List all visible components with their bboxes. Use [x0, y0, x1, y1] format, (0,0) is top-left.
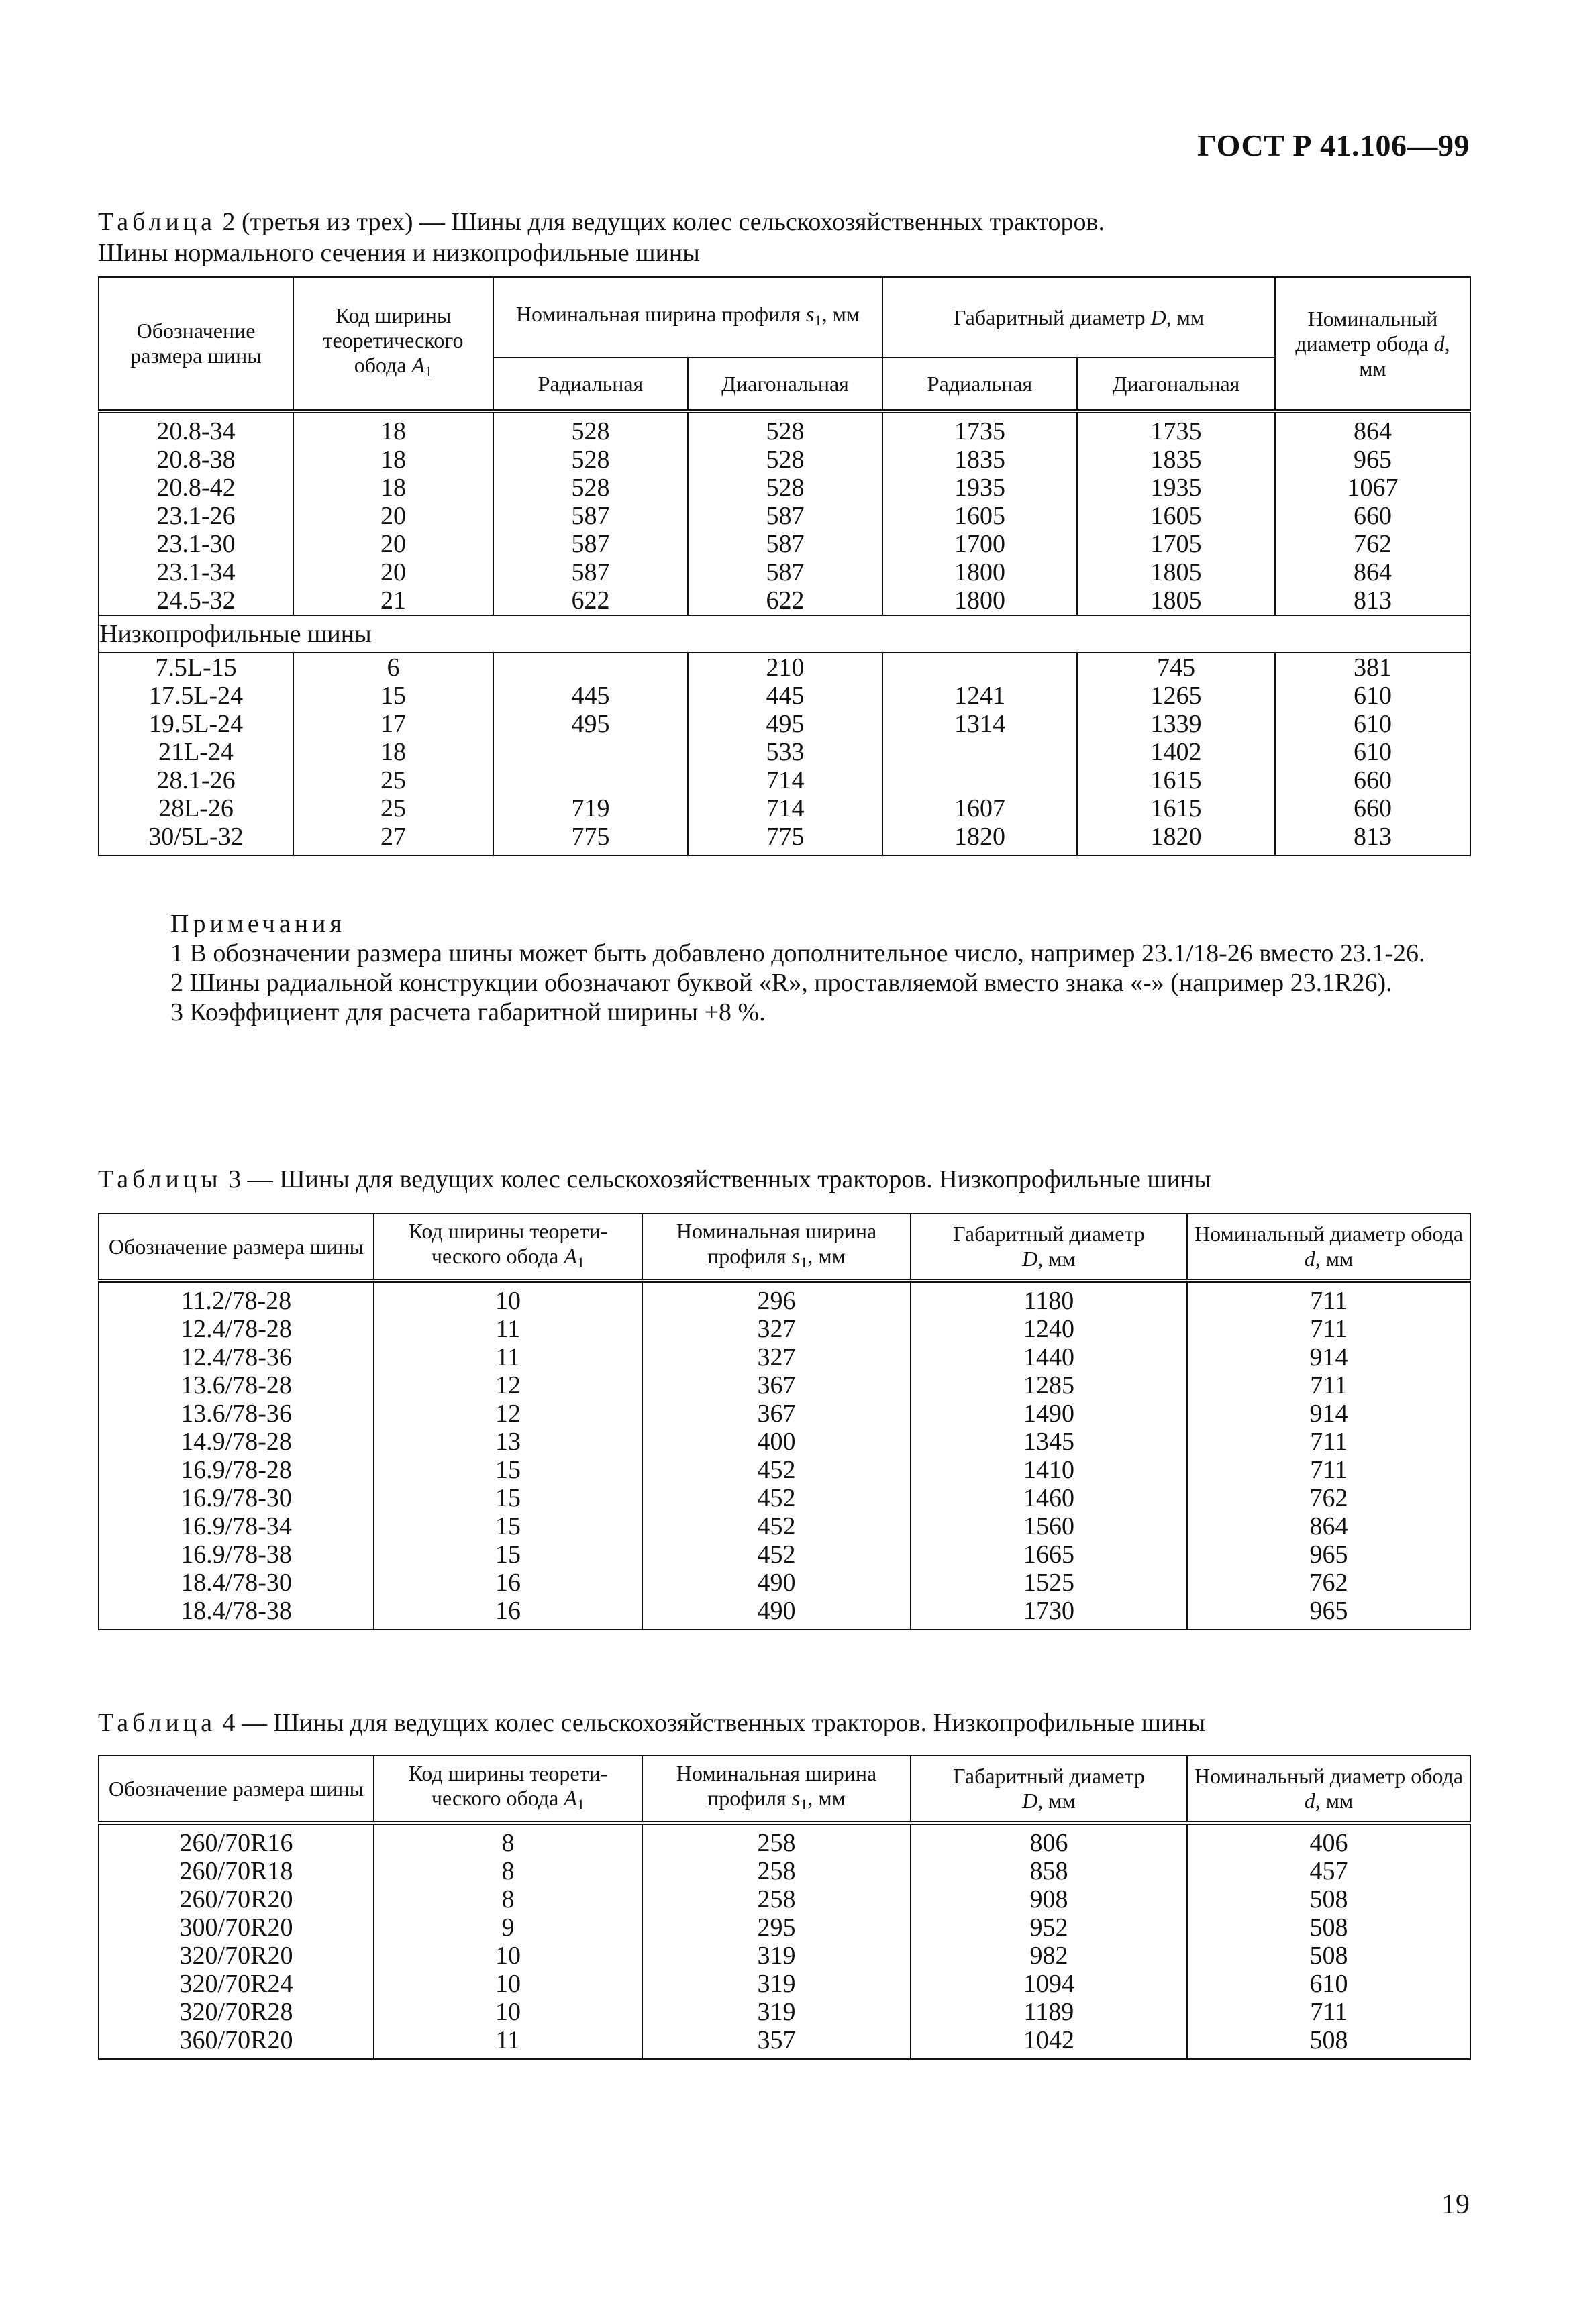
table2-header-designation: Обозначение размера шины — [99, 277, 293, 411]
table-cell: 1180 — [911, 1281, 1187, 1315]
table-row — [99, 1371, 1470, 1399]
table-cell: 1189 — [911, 1998, 1187, 2026]
table-cell: 300/70R20 — [99, 1913, 374, 1942]
table-cell: 660 — [1275, 766, 1470, 794]
table-cell: 30/5L-32 — [99, 823, 293, 855]
table-cell: 15 — [374, 1456, 642, 1484]
table-row — [99, 738, 1470, 766]
table-cell: 508 — [1187, 2026, 1470, 2059]
table3-header-designation: Обозначение размера шины — [99, 1214, 374, 1281]
table-cell: 28L-26 — [99, 794, 293, 823]
table-row — [99, 1512, 1470, 1540]
table2-header-rim-code: Код ширины теоретического обода $A_1$ — [293, 277, 493, 411]
table-cell: 20.8-42 — [99, 474, 293, 502]
table-cell: 1402 — [1077, 738, 1275, 766]
table3-header-width: Номинальная ширина профиля $s_1$, мм — [642, 1214, 911, 1281]
table-cell: 10 — [374, 1970, 642, 1998]
table-row — [99, 1484, 1470, 1512]
table-cell: 1440 — [911, 1343, 1187, 1371]
table-cell: 719 — [493, 794, 688, 823]
table-cell: 495 — [688, 710, 882, 738]
table-cell — [493, 653, 688, 682]
table-cell: 15 — [374, 1540, 642, 1569]
table-row — [99, 1885, 1470, 1913]
table-cell: 1805 — [1077, 586, 1275, 615]
table-row — [99, 411, 1470, 445]
table-cell: 952 — [911, 1913, 1187, 1942]
table-cell: 714 — [688, 794, 882, 823]
table-cell: 258 — [642, 1823, 911, 1857]
table-cell: 1835 — [882, 445, 1077, 474]
table-cell: 1265 — [1077, 682, 1275, 710]
table-cell: 258 — [642, 1857, 911, 1885]
table-cell: 806 — [911, 1823, 1187, 1857]
table-cell: 762 — [1187, 1484, 1470, 1512]
table2-header-width-radial: Радиальная — [493, 358, 688, 411]
table-row — [99, 1913, 1470, 1942]
table-cell: 11 — [374, 1315, 642, 1343]
table-cell: 982 — [911, 1942, 1187, 1970]
table2-caption-text: 2 (третья из трех) — Шины для ведущих колес сельскохозяйственных тракторов. — [216, 208, 1105, 236]
table-cell: 1800 — [882, 558, 1077, 586]
table-cell: 381 — [1275, 653, 1470, 682]
note-2: 2 Шины радиальной конструкции обозначают буквой «R», проставляемой вместо знака «-» (например 23.1R26). — [170, 969, 1392, 997]
table-cell: 711 — [1187, 1428, 1470, 1456]
table-row — [99, 1823, 1470, 1857]
table-cell: 1410 — [911, 1456, 1187, 1484]
table-cell: 258 — [642, 1885, 911, 1913]
document-header: ГОСТ Р 41.106—99 — [1197, 128, 1470, 162]
notes-title: Примечания — [170, 910, 346, 938]
table-cell: 714 — [688, 766, 882, 794]
table-cell: 528 — [493, 411, 688, 445]
table-row — [99, 1428, 1470, 1456]
table-cell: 260/70R16 — [99, 1823, 374, 1857]
table2-header-rim-diameter: Номинальный диаметр обода d, мм — [1275, 277, 1470, 411]
table-cell: 16.9/78-38 — [99, 1540, 374, 1569]
table-cell: 610 — [1275, 682, 1470, 710]
table-cell: 18.4/78-30 — [99, 1569, 374, 1597]
table-cell: 19.5L-24 — [99, 710, 293, 738]
table-row — [99, 1597, 1470, 1630]
table2-header-diameter-diagonal: Диагональная — [1077, 358, 1275, 411]
table-cell: 13.6/78-28 — [99, 1371, 374, 1399]
table-cell: 1525 — [911, 1569, 1187, 1597]
table-cell: 12.4/78-28 — [99, 1315, 374, 1343]
table-cell: 610 — [1187, 1970, 1470, 1998]
table-cell: 622 — [688, 586, 882, 615]
table-cell: 1735 — [1077, 411, 1275, 445]
table-cell: 528 — [688, 445, 882, 474]
table-cell: 914 — [1187, 1343, 1470, 1371]
table-cell: 711 — [1187, 1281, 1470, 1315]
table-cell: 775 — [688, 823, 882, 855]
table-cell: 445 — [688, 682, 882, 710]
note-3: 3 Коэффициент для расчета габаритной ширины +8 %. — [170, 998, 766, 1026]
table-cell: 813 — [1275, 823, 1470, 855]
table-cell: 965 — [1187, 1540, 1470, 1569]
table-cell: 16.9/78-30 — [99, 1484, 374, 1512]
table-cell: 360/70R20 — [99, 2026, 374, 2059]
table-cell: 319 — [642, 1998, 911, 2026]
table-cell: 17.5L-24 — [99, 682, 293, 710]
table-cell: 587 — [493, 502, 688, 530]
table-cell: 1615 — [1077, 794, 1275, 823]
table-cell: 327 — [642, 1315, 911, 1343]
table-cell: 320/70R28 — [99, 1998, 374, 2026]
table3-caption — [98, 1164, 1474, 1195]
table4-header-rim-code: Код ширины теоретического обода $A_1$ — [374, 1756, 642, 1823]
table-cell: 319 — [642, 1942, 911, 1970]
table-cell: 357 — [642, 2026, 911, 2059]
table-cell: 18 — [293, 738, 493, 766]
table-cell: 1067 — [1275, 474, 1470, 502]
table-cell: 587 — [688, 530, 882, 558]
table-cell: 367 — [642, 1399, 911, 1428]
table2-caption-line2: Шины нормального сечения и низкопрофильные шины — [98, 239, 700, 267]
table-cell — [882, 653, 1077, 682]
table-cell: 490 — [642, 1569, 911, 1597]
table-cell: 508 — [1187, 1942, 1470, 1970]
table-cell: 13 — [374, 1428, 642, 1456]
table-cell: 1935 — [1077, 474, 1275, 502]
table-cell — [493, 738, 688, 766]
table-cell: 14.9/78-28 — [99, 1428, 374, 1456]
table-cell: 1339 — [1077, 710, 1275, 738]
table4-header-designation: Обозначение размера шины — [99, 1756, 374, 1823]
table-cell: 8 — [374, 1885, 642, 1913]
table3-header-diameter: Габаритный диаметр D, мм — [911, 1214, 1187, 1281]
table-cell: 1314 — [882, 710, 1077, 738]
table2-caption-label: Таблица — [98, 208, 217, 236]
notes — [98, 909, 1470, 1027]
table-row — [99, 445, 1470, 474]
table-cell: 1605 — [1077, 502, 1275, 530]
table3-caption-label: Таблицы — [98, 1165, 222, 1194]
table-cell: 18 — [293, 445, 493, 474]
table-cell: 20.8-34 — [99, 411, 293, 445]
table4-body — [99, 1823, 1470, 2059]
table-cell: 528 — [688, 411, 882, 445]
table-cell: 587 — [493, 530, 688, 558]
table-cell — [882, 766, 1077, 794]
table-row — [99, 1456, 1470, 1484]
table-cell: 490 — [642, 1597, 911, 1630]
table-cell: 210 — [688, 653, 882, 682]
table-cell: 21L-24 — [99, 738, 293, 766]
table-cell: 533 — [688, 738, 882, 766]
table3-body — [99, 1281, 1470, 1630]
table-cell: 622 — [493, 586, 688, 615]
table-cell: 320/70R24 — [99, 1970, 374, 1998]
table-cell: 1460 — [911, 1484, 1187, 1512]
table4 — [98, 1755, 1471, 2060]
table-cell: 18 — [293, 411, 493, 445]
table-cell: 15 — [374, 1484, 642, 1512]
table-row — [99, 502, 1470, 530]
table-cell: 18 — [293, 474, 493, 502]
table-cell: 495 — [493, 710, 688, 738]
table-cell: 25 — [293, 766, 493, 794]
table-cell: 1094 — [911, 1970, 1187, 1998]
table-cell: 711 — [1187, 1456, 1470, 1484]
table-cell: 1345 — [911, 1428, 1187, 1456]
table-cell: 864 — [1275, 411, 1470, 445]
table-cell: 8 — [374, 1857, 642, 1885]
table2-section-title: Низкопрофильные шины — [99, 615, 1470, 653]
table-cell: 858 — [911, 1857, 1187, 1885]
table-cell: 327 — [642, 1343, 911, 1371]
table-cell: 25 — [293, 794, 493, 823]
table-cell: 610 — [1275, 738, 1470, 766]
table2-section — [99, 615, 1470, 653]
table-row — [99, 1281, 1470, 1315]
table4-caption-text: 4 — Шины для ведущих колес сельскохозяйственных тракторов. Низкопрофильные шины — [216, 1709, 1206, 1737]
table-cell: 296 — [642, 1281, 911, 1315]
table-cell: 367 — [642, 1371, 911, 1399]
table-cell: 1835 — [1077, 445, 1275, 474]
table-cell: 27 — [293, 823, 493, 855]
table-cell: 457 — [1187, 1857, 1470, 1885]
table-cell: 6 — [293, 653, 493, 682]
table2-header-width-diagonal: Диагональная — [688, 358, 882, 411]
table-cell: 16.9/78-34 — [99, 1512, 374, 1540]
table2-caption — [98, 207, 1474, 268]
table-cell: 711 — [1187, 1315, 1470, 1343]
table-cell: 295 — [642, 1913, 911, 1942]
table-cell: 452 — [642, 1456, 911, 1484]
table-cell: 1805 — [1077, 558, 1275, 586]
table-cell: 508 — [1187, 1913, 1470, 1942]
table-cell: 320/70R20 — [99, 1942, 374, 1970]
table-cell: 528 — [688, 474, 882, 502]
table-cell: 1605 — [882, 502, 1077, 530]
table-cell: 1735 — [882, 411, 1077, 445]
table-cell: 15 — [374, 1512, 642, 1540]
table-cell: 11 — [374, 2026, 642, 2059]
table-cell: 7.5L-15 — [99, 653, 293, 682]
table-row — [99, 1343, 1470, 1371]
table-cell: 21 — [293, 586, 493, 615]
table-row — [99, 1569, 1470, 1597]
table-cell: 762 — [1187, 1569, 1470, 1597]
table-row — [99, 682, 1470, 710]
table-cell: 20 — [293, 530, 493, 558]
table-row — [99, 653, 1470, 682]
table-cell: 452 — [642, 1484, 911, 1512]
table-row — [99, 1942, 1470, 1970]
table-cell: 1665 — [911, 1540, 1187, 1569]
table-row — [99, 586, 1470, 615]
table-cell: 260/70R20 — [99, 1885, 374, 1913]
table-cell: 1615 — [1077, 766, 1275, 794]
table-cell: 711 — [1187, 1371, 1470, 1399]
table-cell: 452 — [642, 1540, 911, 1569]
table-cell: 745 — [1077, 653, 1275, 682]
table-row — [99, 530, 1470, 558]
table-cell: 1560 — [911, 1512, 1187, 1540]
table-cell: 16 — [374, 1569, 642, 1597]
table-cell: 775 — [493, 823, 688, 855]
table2-header-width: Номинальная ширина профиля $s_1$, мм — [493, 277, 882, 358]
table-cell: 20 — [293, 558, 493, 586]
table-cell: 9 — [374, 1913, 642, 1942]
table2-header-diameter: Габаритный диаметр D, мм — [882, 277, 1275, 358]
table-cell: 908 — [911, 1885, 1187, 1913]
table-cell: 1730 — [911, 1597, 1187, 1630]
table-row — [99, 474, 1470, 502]
table-cell: 711 — [1187, 1998, 1470, 2026]
table-cell: 18.4/78-38 — [99, 1597, 374, 1630]
table-cell: 12 — [374, 1371, 642, 1399]
table-row — [99, 1998, 1470, 2026]
table-cell: 406 — [1187, 1823, 1470, 1857]
table-cell: 660 — [1275, 502, 1470, 530]
note-1: 1 В обозначении размера шины может быть добавлено дополнительное число, например 23.1/18-26 вместо 23.1-26. — [170, 939, 1425, 967]
table-row — [99, 558, 1470, 586]
table-cell: 587 — [688, 502, 882, 530]
table-cell: 813 — [1275, 586, 1470, 615]
table-cell: 8 — [374, 1823, 642, 1857]
table4-header-diameter: Габаритный диаметр D, мм — [911, 1756, 1187, 1823]
table-cell: 12.4/78-36 — [99, 1343, 374, 1371]
table-cell: 16 — [374, 1597, 642, 1630]
table3-header-rim-diameter: Номинальный диаметр обода d, мм — [1187, 1214, 1470, 1281]
table2-body-normal — [99, 411, 1470, 615]
table-cell: 260/70R18 — [99, 1857, 374, 1885]
table-cell: 864 — [1187, 1512, 1470, 1540]
table-row — [99, 1315, 1470, 1343]
table-cell: 10 — [374, 1281, 642, 1315]
table4-caption-label: Таблица — [98, 1709, 217, 1737]
table-row — [99, 1857, 1470, 1885]
table-cell: 587 — [493, 558, 688, 586]
table-cell: 12 — [374, 1399, 642, 1428]
table-cell: 587 — [688, 558, 882, 586]
table4-header-width: Номинальная ширина профиля $s_1$, мм — [642, 1756, 911, 1823]
table-cell: 445 — [493, 682, 688, 710]
table3 — [98, 1213, 1471, 1630]
table-cell: 13.6/78-36 — [99, 1399, 374, 1428]
table-cell: 1241 — [882, 682, 1077, 710]
table4-header-rim-diameter: Номинальный диаметр обода d, мм — [1187, 1756, 1470, 1823]
table2-header-diameter-radial: Радиальная — [882, 358, 1077, 411]
table-cell: 1285 — [911, 1371, 1187, 1399]
table-row — [99, 2026, 1470, 2059]
table-cell: 11.2/78-28 — [99, 1281, 374, 1315]
table4-caption — [98, 1707, 1474, 1738]
table-cell: 11 — [374, 1343, 642, 1371]
table-cell: 1607 — [882, 794, 1077, 823]
table-cell: 1705 — [1077, 530, 1275, 558]
table-cell: 1820 — [1077, 823, 1275, 855]
table-cell: 914 — [1187, 1399, 1470, 1428]
table-row — [99, 1540, 1470, 1569]
table-cell: 1935 — [882, 474, 1077, 502]
table-cell: 528 — [493, 445, 688, 474]
table-cell — [493, 766, 688, 794]
table3-caption-text: 3 — Шины для ведущих колес сельскохозяйственных тракторов. Низкопрофильные шины — [221, 1165, 1211, 1194]
table2 — [98, 276, 1471, 856]
table-cell: 452 — [642, 1512, 911, 1540]
table-cell: 24.5-32 — [99, 586, 293, 615]
table-cell: 28.1-26 — [99, 766, 293, 794]
table-cell: 965 — [1275, 445, 1470, 474]
table-cell: 20 — [293, 502, 493, 530]
table2-body-low — [99, 653, 1470, 855]
table-cell: 10 — [374, 1942, 642, 1970]
table-cell: 16.9/78-28 — [99, 1456, 374, 1484]
table-cell: 17 — [293, 710, 493, 738]
table-cell: 20.8-38 — [99, 445, 293, 474]
table-cell: 1042 — [911, 2026, 1187, 2059]
table-cell: 1700 — [882, 530, 1077, 558]
table-cell: 1490 — [911, 1399, 1187, 1428]
table-cell: 23.1-34 — [99, 558, 293, 586]
table-cell — [882, 738, 1077, 766]
table-cell: 610 — [1275, 710, 1470, 738]
table-cell: 508 — [1187, 1885, 1470, 1913]
page-number: 19 — [1441, 2189, 1470, 2220]
table-cell: 1240 — [911, 1315, 1187, 1343]
table-cell: 762 — [1275, 530, 1470, 558]
table-cell: 400 — [642, 1428, 911, 1456]
table-cell: 660 — [1275, 794, 1470, 823]
table-row — [99, 794, 1470, 823]
table-row — [99, 710, 1470, 738]
table-cell: 23.1-30 — [99, 530, 293, 558]
table-cell: 23.1-26 — [99, 502, 293, 530]
table-cell: 1820 — [882, 823, 1077, 855]
table-cell: 965 — [1187, 1597, 1470, 1630]
table-cell: 1800 — [882, 586, 1077, 615]
table-row — [99, 823, 1470, 855]
table-cell: 864 — [1275, 558, 1470, 586]
table-row — [99, 1970, 1470, 1998]
table-cell: 319 — [642, 1970, 911, 1998]
table-row — [99, 1399, 1470, 1428]
table-cell: 15 — [293, 682, 493, 710]
table-cell: 10 — [374, 1998, 642, 2026]
table-cell: 528 — [493, 474, 688, 502]
table3-header-rim-code: Код ширины теоретического обода $A_1$ — [374, 1214, 642, 1281]
table-row — [99, 766, 1470, 794]
